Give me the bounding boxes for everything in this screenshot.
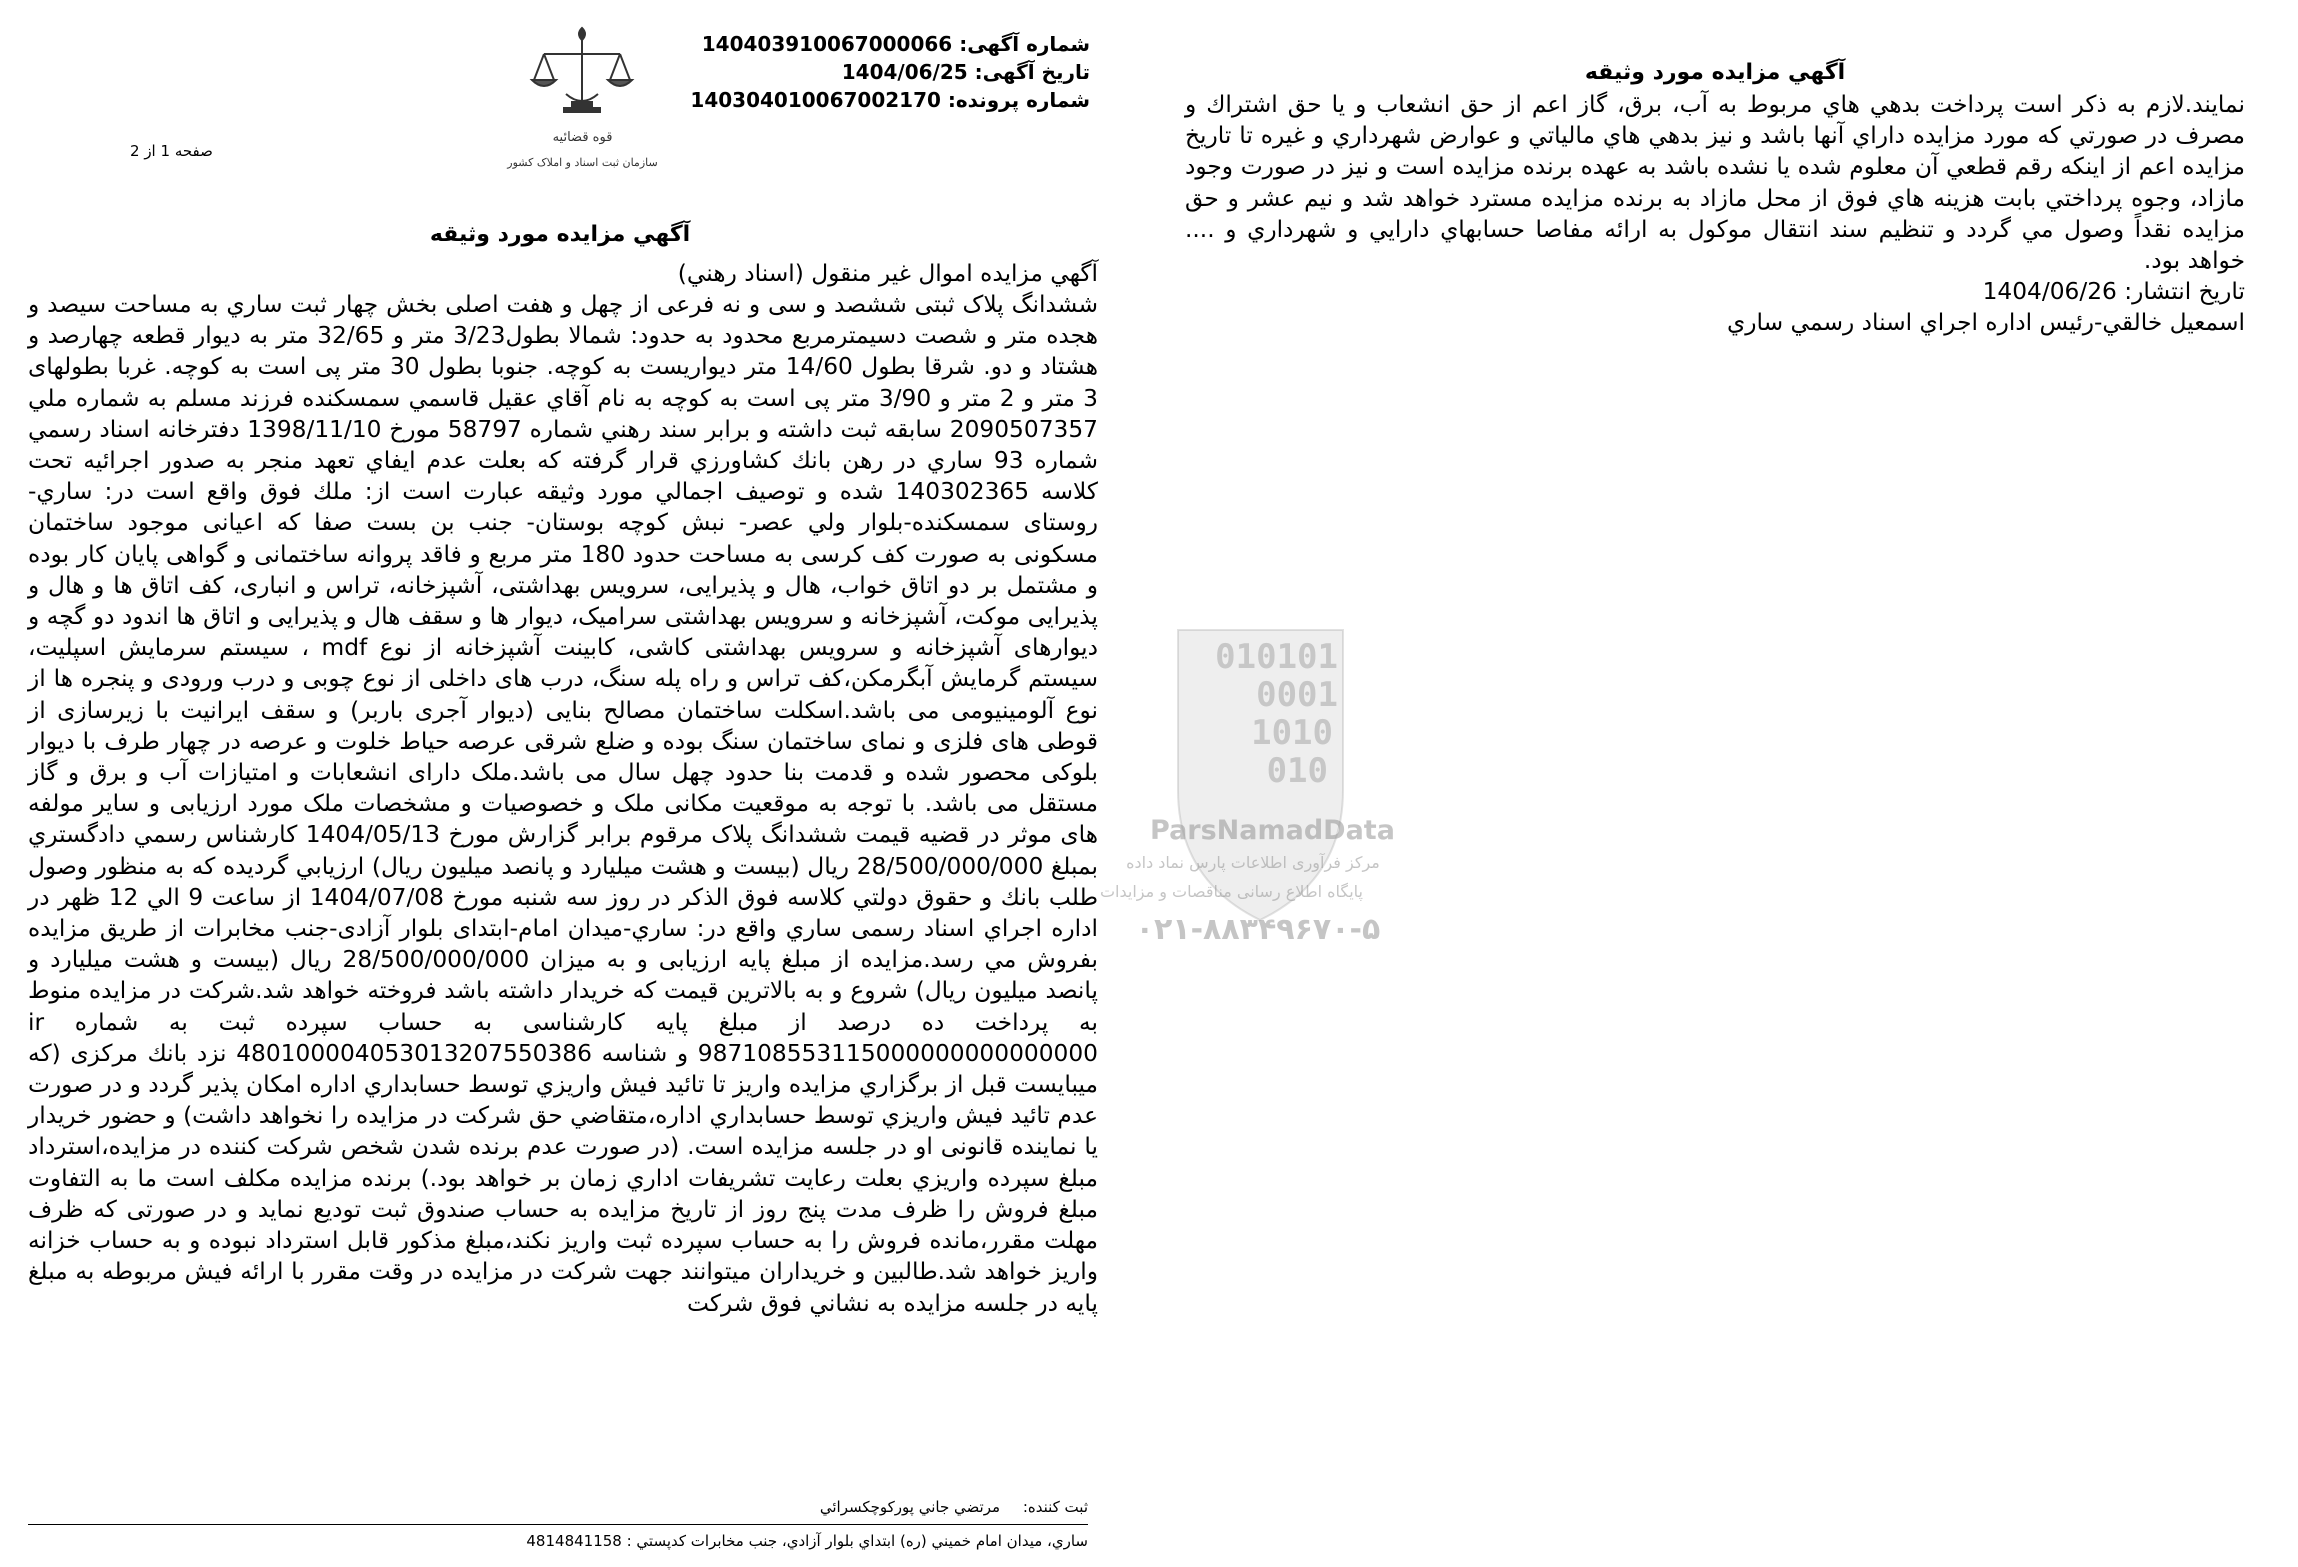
left-notice-subtitle: آگهي مزايده اموال غير منقول (اسناد رهني) bbox=[677, 260, 1098, 287]
watermark-brand: ParsNamadData bbox=[1150, 815, 1395, 846]
watermark-line-1: مرکز فرآوری اطلاعات پارس نماد داده bbox=[1126, 853, 1380, 872]
watermark-shield-icon bbox=[1168, 620, 1353, 960]
notice-date-row bbox=[690, 58, 1090, 86]
watermark-phone: ۰۲۱-۸۸۳۴۹۶۷۰-۵ bbox=[1135, 912, 1381, 947]
right-notice-text: نمايند.لازم به ذكر است پرداخت بدهي هاي مربوط به آب، برق، گاز اعم از حق انشعاب و يا حق اشتراك و مصرف در صورتي كه مورد مزايده داراي آنها باشد و نيز بدهي هاي مالياتي و عوارض شهرداري و غيره تا تاريخ مزايده اعم از اينكه رقم قطعي آن معلوم شده يا نشده باشد به عهده برنده مزايده است و نيز در صورت وجود مازاد، وجوه پرداختي بابت هزينه هاي فوق از محل مازاد به برنده مزايده مسترد خواهد شد و نيم عشر و حق مزايده نقداً وصول مي گردد و تنظيم سند انتقال موكول به ارائه مفاصا حسابهاي دارايي و شهرداري و .... خواهد بود. bbox=[1185, 91, 2245, 275]
parsnamad-watermark bbox=[1099, 620, 1395, 960]
notice-meta bbox=[690, 30, 1090, 114]
right-notice-title: آگهي مزايده مورد وثيقه bbox=[1584, 60, 1846, 85]
left-notice-text: ششدانگ پلاک ثبتی ششصد و سی و نه فرعی از چهل و هفت اصلی بخش چهار ثبت ساري به مساحت سیصد و هجده متر و شصت دسیمترمربع محدود به حدود: شمالا بطول3/23 متر و 32/65 متر به دیوار قطعه چهارصد و هشتاد و دو. شرقا بطول 14/60 متر دیواریست به کوچه. جنوبا بطول 30 متر پی است به کوچه. غربا بطولهای 3 متر و 2 متر و 3/90 متر پی است به کوچه به نام آقاي عقيل قاسمي سمسکنده فرزند مسلم به شماره ملي 2090507357 سابقه ثبت داشته و برابر سند رهني شماره 58797 مورخ 1398/11/10 دفترخانه اسناد رسمي شماره 93 ساري در رهن بانك كشاورزي قرار گرفته كه بعلت عدم ايفاي تعهد منجر به صدور اجرائيه تحت كلاسه 140302365 شده و توصيف اجمالي مورد وثيقه عبارت است از: ملك فوق واقع است در: ساري- روستای سمسکنده-بلوار ولي عصر- نبش كوچه بوستان- جنب بن بست صفا كه اعیانی موجود ساختمان مسکونی به صورت کف کرسی به مساحت حدود 180 متر مربع و فاقد پروانه ساختمانی و گواهی پایان کار بوده و مشتمل بر دو اتاق خواب، هال و پذیرایی، سرویس بهداشتی، آشپزخانه، تراس و انباری، کف اتاق ها و هال و پذیرایی موکت، آشپزخانه و سرویس بهداشتی سرامیک، دیوار ها و سقف هال و پذیرایی و اتاق ها اندود دو گچه و دیوارهای آشپزخانه و سرویس بهداشتی کاشی، کابینت آشپزخانه از نوع mdf ، سیستم سرمایش اسپلیت، سیستم گرمایش آبگرمکن،کف تراس و راه پله سنگ، درب های داخلی از نوع چوبی و درب ورودی و پنجره ها از نوع آلومینیومی می باشد.اسکلت ساختمان مصالح بنایی (دیوار آجری باربر) و سقف ایرانیت با زیرسازی از قوطی های فلزی و نمای ساختمان سنگ بوده و ضلع شرقی عرصه حیاط خلوت و عرصه در چهار طرف با دیوار بلوکی محصور شده و قدمت بنا حدود چهل سال می باشد.ملک دارای انشعابات و امتیازات آب و برق و گاز مستقل می باشد. با توجه به موقعیت مکانی ملک و خصوصیات و مشخصات ملک مورد ارزیابی و سایر مولفه های موثر در قضیه قیمت ششدانگ پلاک مرقوم برابر گزارش مورخ 1404/05/13 كارشناس رسمي دادگستري بمبلغ 28/500/000/000 ريال (بیست و هشت میلیارد و پانصد میلیون ریال) ارزيابي گرديده كه به منظور وصول طلب بانك و حقوق دولتي كلاسه فوق الذكر در روز سه شنبه مورخ 1404/07/08 از ساعت 9 الي 12 ظهر در اداره اجراي اسناد رسمی ساري واقع در: ساري-میدان امام-ابتدای بلوار آزادی-جنب مخابرات از طريق مزايده بفروش مي رسد.مزايده از مبلغ پايه ارزيابی و به ميزان 28/500/000/000 ريال (بیست و هشت میلیارد و پانصد میلیون ریال) شروع و به بالاترين قيمت كه خريدار داشته باشد فروخته خواهد شد.شركت در مزايده منوط به پرداخت ده درصد از مبلغ پايه كارشناسی به حساب سپرده ثبت به شماره ir 987108553115000000000000000 و شناسه 480100004053013207550386 نزد بانك مركزی (كه ميبايست قبل از برگزاري مزايده واريز تا تائيد فيش واريزي توسط حسابداري اداره امكان پذير گردد و در صورت عدم تائيد فيش واريزي توسط حسابداري اداره،متقاضي حق شركت در مزايده را نخواهد داشت) و حضور خريدار يا نماينده قانونی او در جلسه مزايده است. (در صورت عدم برنده شدن شخص شركت كننده در مزايده،استرداد مبلغ سپرده واريزي بعلت رعايت تشريفات اداري زمان بر خواهد بود.) برنده مزايده مكلف است ما به التفاوت مبلغ فروش را ظرف مدت پنج روز از تاريخ مزايده به حساب صندوق ثبت توديع نمايد و در صورتی كه ظرف مهلت مقرر،مانده فروش را به حساب سپرده ثبت واريز نكند،مبلغ مذكور قابل استرداد نبوده و به حساب خزانه واريز خواهد شد.طالبين و خريداران ميتوانند جهت شركت در مزايده در وقت مقرر با ارائه فيش مربوطه به مبلغ پايه در جلسه مزايده به نشاني فوق شركت bbox=[28, 291, 1099, 1317]
publish-date: 1404/06/26 bbox=[1982, 278, 2117, 306]
watermark-binary-row: 010 bbox=[1266, 751, 1328, 791]
notice-date: 1404/06/25 bbox=[841, 60, 968, 84]
footer-divider bbox=[28, 1524, 1088, 1525]
file-number: 140304010067002170 bbox=[690, 88, 941, 112]
file-number-label: شماره پرونده: bbox=[947, 88, 1090, 112]
left-notice-body bbox=[28, 258, 1098, 1319]
judiciary-emblem bbox=[507, 22, 658, 182]
page-indicator: صفحه 1 از 2 bbox=[130, 142, 213, 160]
watermark-line-2: پایگاه اطلاع رسانی مناقصات و مزایدات bbox=[1099, 882, 1363, 901]
notice-date-label: تاریخ آگهی: bbox=[974, 60, 1090, 84]
emblem-caption-top: قوه قضائيه bbox=[552, 130, 613, 145]
notice-number-row bbox=[690, 30, 1090, 58]
watermark-binary-row: 010101 bbox=[1215, 637, 1338, 677]
registrar-row bbox=[28, 1498, 1088, 1516]
watermark-binary-row: 0001 bbox=[1256, 675, 1338, 715]
footer-address: ساري، ميدان امام خميني (ره) ابتداي بلوار آزادي، جنب مخابرات كدپستي : 4814841158 bbox=[526, 1532, 1088, 1550]
registrar-name: مرتضي جاني پوركوچكسرائي bbox=[819, 1498, 1001, 1516]
notice-number-label: شماره آگهی: bbox=[959, 32, 1090, 56]
publish-date-label: تاريخ انتشار: bbox=[2124, 278, 2245, 306]
publish-date-row bbox=[1185, 276, 2245, 307]
emblem-caption-bottom: سازمان ثبت اسناد و املاک کشور bbox=[507, 156, 658, 169]
right-notice-column bbox=[1185, 60, 2245, 339]
file-number-row bbox=[690, 86, 1090, 114]
registrar-label: ثبت کننده: bbox=[1022, 1498, 1088, 1516]
signature: اسمعيل خالقي-رئيس اداره اجراي اسناد رسمي ساري bbox=[1727, 309, 2245, 337]
watermark-binary-row: 1010 bbox=[1251, 713, 1333, 753]
notice-number: 140403910067000066 bbox=[701, 32, 953, 56]
left-notice-title: آگهي مزايده مورد وثيقه bbox=[429, 222, 691, 247]
